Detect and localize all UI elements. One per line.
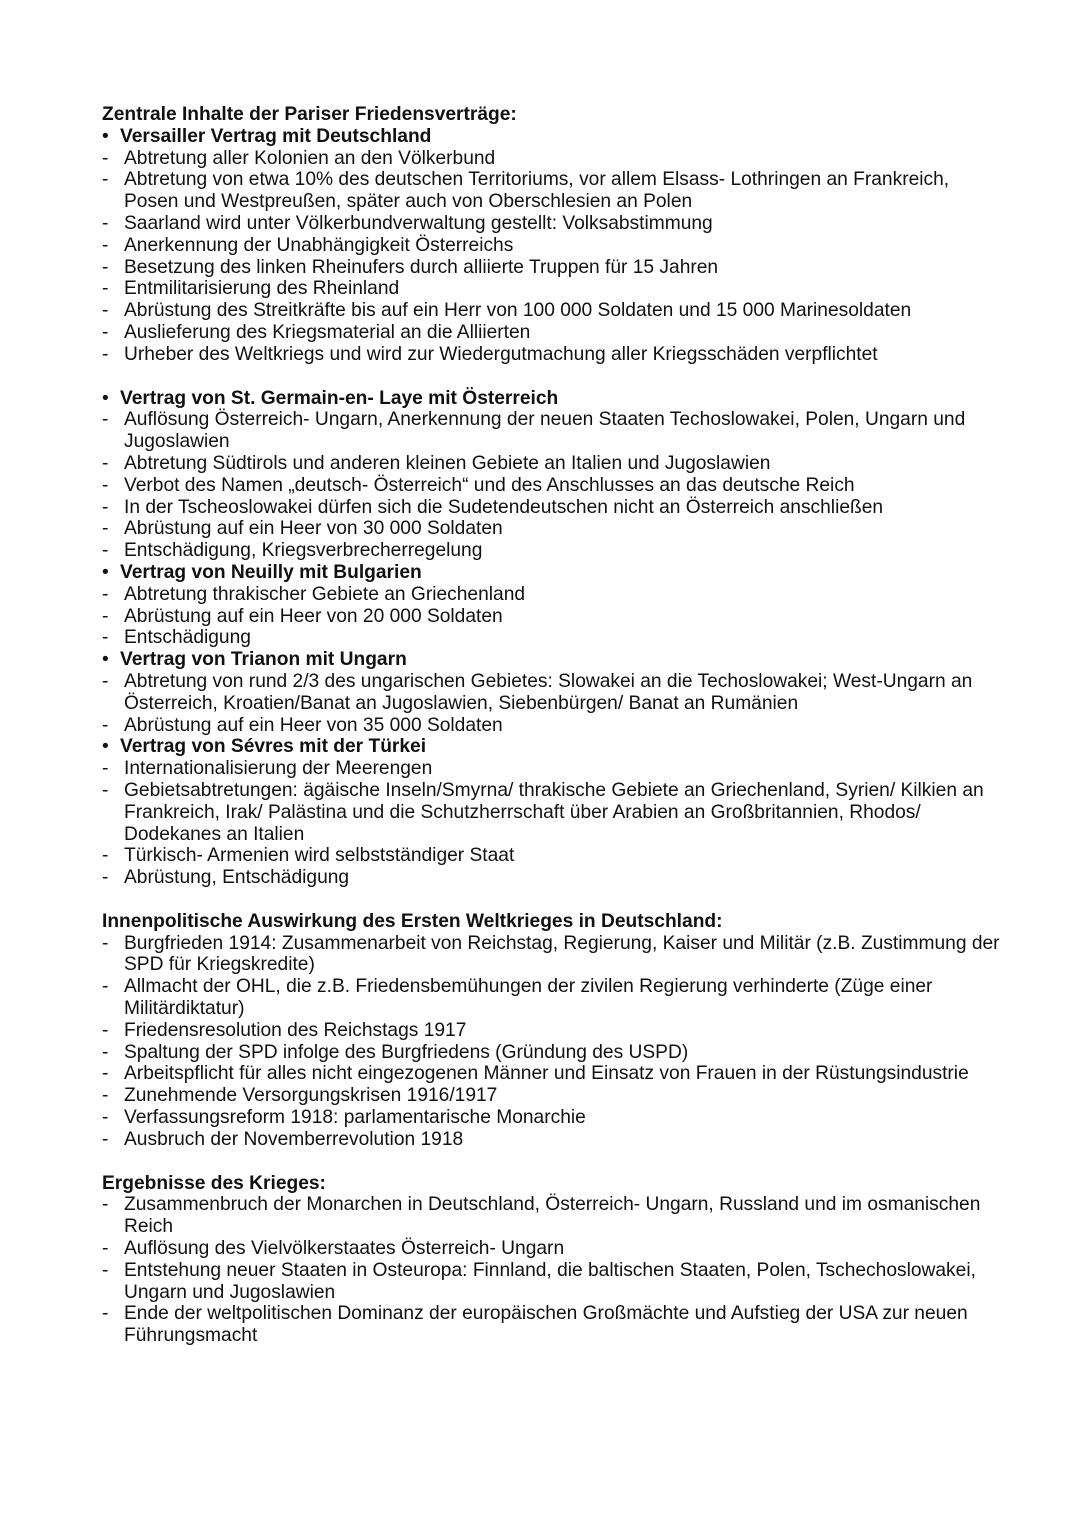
list-item: - Türkisch- Armenien wird selbstständiger Staat bbox=[102, 845, 515, 867]
list-item: - Spaltung der SPD infolge des Burgfriedens (Gründung des USPD) bbox=[102, 1041, 689, 1063]
list-item: - Auflösung Österreich- Ungarn, Anerkennung der neuen Staaten Techoslowakei, Polen, Ungarn und Jugoslawien bbox=[102, 409, 966, 453]
treaty-list bbox=[102, 126, 1002, 366]
spacer bbox=[102, 366, 1002, 388]
section-heading: Innenpolitische Auswirkung des Ersten Weltkrieges in Deutschland: bbox=[102, 910, 723, 932]
list-item: - Entstehung neuer Staaten in Osteuropa: Finnland, die baltischen Staaten, Polen, Tschechoslowakei, Ungarn und Jugoslawien bbox=[102, 1259, 976, 1303]
spacer bbox=[102, 889, 1002, 911]
list-item: - Abrüstung des Streitkräfte bis auf ein Herr von 100 000 Soldaten und 15 000 Marinesoldaten bbox=[102, 300, 912, 322]
list-item: - Abtretung thrakischer Gebiete an Griechenland bbox=[102, 583, 526, 605]
section-heading: Zentrale Inhalte der Pariser Friedensverträge: bbox=[102, 104, 517, 125]
list-item: - Ende der weltpolitischen Dominanz der europäischen Großmächte und Aufstieg der USA zur neuen Führungsmacht bbox=[102, 1303, 968, 1347]
list-item: - Arbeitspflicht für alles nicht eingezogenen Männer und Einsatz von Frauen in der Rüstungsindustrie bbox=[102, 1063, 969, 1085]
effects-list bbox=[102, 933, 1002, 1151]
document-page bbox=[102, 104, 1002, 1347]
list-item: - Saarland wird unter Völkerbundverwaltung gestellt: Volksabstimmung bbox=[102, 212, 713, 234]
list-item: - Auslieferung des Kriegsmaterial an die Alliierten bbox=[102, 321, 531, 343]
list-item: - Verbot des Namen „deutsch- Österreich“ und des Anschlusses an das deutsche Reich bbox=[102, 474, 855, 496]
list-item: - Gebietsabtretungen: ägäische Inseln/Smyrna/ thrakische Gebiete an Griechenland, Syrien/ Kilkien an Frankreich, Irak/ Palästina und die Schutzherrschaft über Arabien an Großbritannien, Rhodos/ Dodekanes an Italien bbox=[102, 779, 984, 845]
list-item: - Abrüstung auf ein Heer von 20 000 Soldaten bbox=[102, 605, 503, 627]
list-item: - Urheber des Weltkriegs und wird zur Wiedergutmachung aller Kriegsschäden verpflichtet bbox=[102, 343, 878, 365]
results-list bbox=[102, 1194, 1002, 1347]
list-item: - Abtretung Südtirols und anderen kleinen Gebiete an Italien und Jugoslawien bbox=[102, 452, 771, 474]
list-item: - Allmacht der OHL, die z.B. Friedensbemühungen der zivilen Regierung verhinderte (Züge einer Militärdiktatur) bbox=[102, 976, 933, 1020]
list-item: - Entschädigung, Kriegsverbrecherregelung bbox=[102, 540, 483, 562]
list-item: - Abrüstung auf ein Heer von 35 000 Soldaten bbox=[102, 714, 503, 736]
spacer bbox=[102, 1151, 1002, 1173]
list-item: - Abtretung von etwa 10% des deutschen Territoriums, vor allem Elsass- Lothringen an Frankreich, Posen und Westpreußen, später auch von Oberschlesien an Polen bbox=[102, 169, 950, 213]
list-item: - Abtretung von rund 2/3 des ungarischen Gebietes: Slowakei an die Techoslowakei; West-Ungarn an Österreich, Kroatien/Banat an Jugoslawien, Siebenbürgen/ Banat an Rumänien bbox=[102, 670, 973, 714]
list-item: - Internationalisierung der Meerengen bbox=[102, 758, 433, 780]
list-item: - Besetzung des linken Rheinufers durch alliierte Truppen für 15 Jahren bbox=[102, 256, 719, 278]
list-item: - Entschädigung bbox=[102, 627, 251, 649]
section-heading: Ergebnisse des Krieges: bbox=[102, 1172, 326, 1194]
list-item: - Abrüstung auf ein Heer von 30 000 Soldaten bbox=[102, 518, 503, 540]
list-item: - In der Tscheoslowakei dürfen sich die Sudetendeutschen nicht an Österreich anschließen bbox=[102, 496, 884, 518]
treaty-title: • Vertrag von Trianon mit Ungarn bbox=[102, 649, 407, 671]
list-item: - Abtretung aller Kolonien an den Völkerbund bbox=[102, 147, 496, 169]
list-item: - Verfassungsreform 1918: parlamentarische Monarchie bbox=[102, 1107, 586, 1129]
treaty-title: • Vertrag von St. Germain-en- Laye mit Österreich bbox=[102, 387, 559, 409]
treaty-list bbox=[102, 388, 1002, 889]
list-item: - Abrüstung, Entschädigung bbox=[102, 867, 350, 889]
list-item: - Entmilitarisierung des Rheinland bbox=[102, 278, 400, 300]
list-item: - Zusammenbruch der Monarchen in Deutschland, Österreich- Ungarn, Russland und im osmanischen Reich bbox=[102, 1194, 981, 1238]
list-item: - Burgfrieden 1914: Zusammenarbeit von Reichstag, Regierung, Kaiser und Militär (z.B. Zustimmung der SPD für Kriegskredite) bbox=[102, 932, 1000, 976]
list-item: - Anerkennung der Unabhängigkeit Österreichs bbox=[102, 234, 514, 256]
treaty-title: • Vertrag von Sévres mit der Türkei bbox=[102, 736, 427, 758]
list-item: - Ausbruch der Novemberrevolution 1918 bbox=[102, 1128, 464, 1150]
list-item: - Zunehmende Versorgungskrisen 1916/1917 bbox=[102, 1085, 498, 1107]
section-pariser-friedensvertraege bbox=[102, 104, 1002, 889]
list-item: - Friedensresolution des Reichstags 1917 bbox=[102, 1019, 467, 1041]
treaty-title: • Vertrag von Neuilly mit Bulgarien bbox=[102, 561, 422, 583]
section-innenpolitische-auswirkung bbox=[102, 911, 1002, 1151]
treaty-title: • Versailler Vertrag mit Deutschland bbox=[102, 125, 432, 147]
section-ergebnisse bbox=[102, 1173, 1002, 1347]
list-item: - Auflösung des Vielvölkerstaates Österreich- Ungarn bbox=[102, 1238, 565, 1260]
